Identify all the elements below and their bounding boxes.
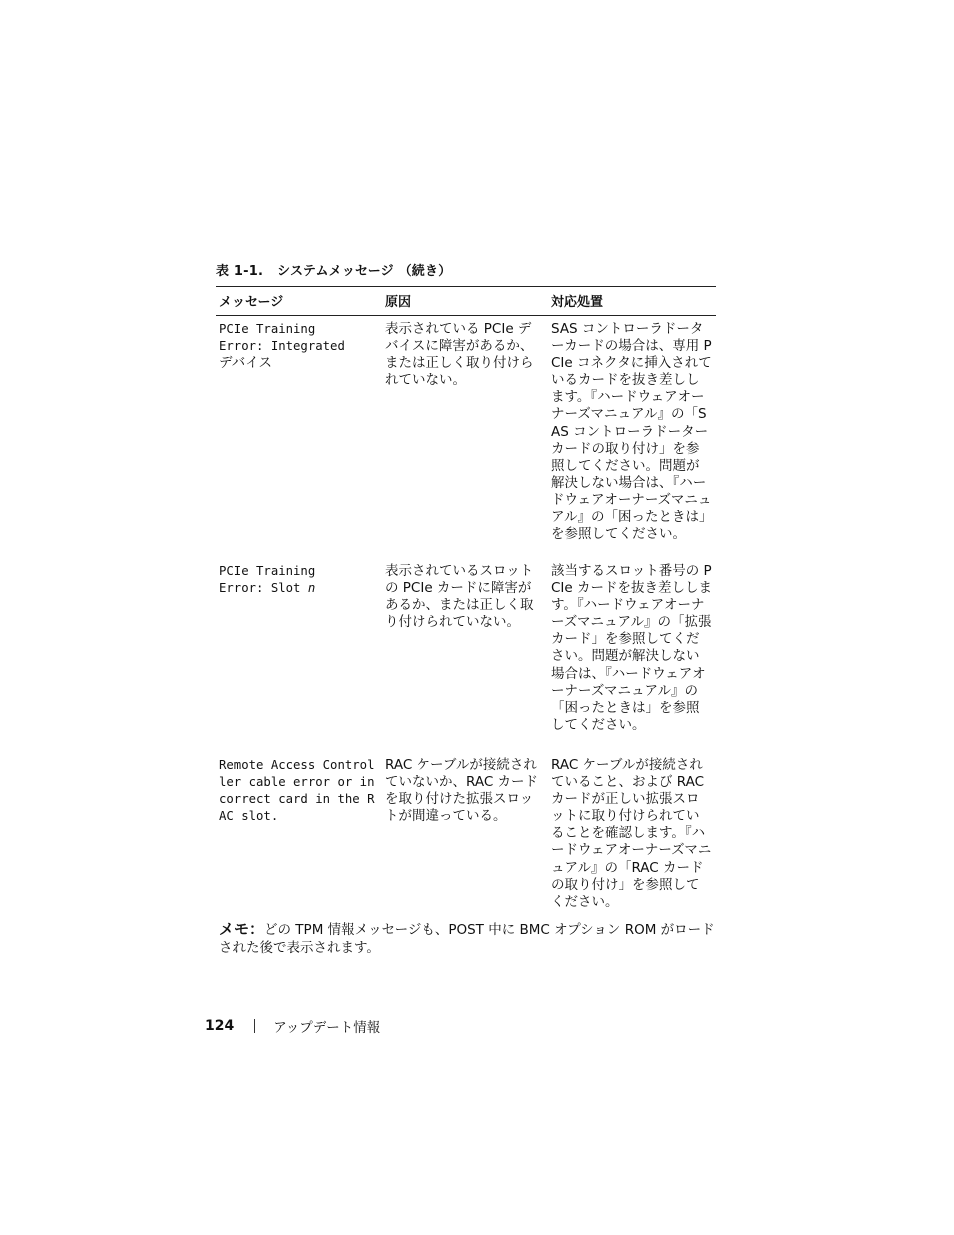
message-text: PCIe Training <box>219 322 316 336</box>
header-action: 対応処置 <box>548 287 716 316</box>
message-text-jp: デバイス <box>219 355 273 372</box>
page-footer <box>205 1016 380 1036</box>
cause-cell: 表示されている PCIe デバイスに障害があるか、または正しく取り付けられていない。 <box>385 321 534 389</box>
table-header-row <box>216 287 716 316</box>
system-messages-table-wrap <box>216 286 716 918</box>
table-caption <box>216 260 451 279</box>
action-cell: SAS コントローラドーターカードの場合は、専用 PCIe コネクタに挿入されているカードを抜き差しします。『ハードウェアオーナーズマニュアル』の「SAS コントローラドーターカードの取り付け」を参照してください。問題が解決しない場合は、『ハードウェアオーナーズマニュアル』の「困ったときは」を参照してください。 <box>551 321 712 543</box>
cause-cell: 表示されているスロットの PCIe カードに障害があるか、または正しく取り付けられていない。 <box>385 563 534 631</box>
header-cause: 原因 <box>382 287 548 316</box>
page-number: 124 <box>205 1018 235 1034</box>
message-text: Error: Slot <box>219 581 301 596</box>
message-cell <box>216 316 382 559</box>
footer-divider <box>254 1019 255 1033</box>
table-title: システムメッセージ （続き） <box>277 264 452 279</box>
message-text: PCIe Training <box>219 564 316 578</box>
note-text: どの TPM 情報メッセージも、POST 中に BMC オプション ROM がロードされた後で表示されます。 <box>219 922 715 956</box>
table-row <box>216 316 716 559</box>
message-text: Error: Integrated <box>219 339 345 354</box>
footer-section: アップデート情報 <box>273 1020 381 1036</box>
action-cell: RAC ケーブルが接続されていること、および RAC カードが正しい拡張スロットに取り付けられていることを確認します。『ハードウェアオーナーズマニュアル』の「RAC カードの取り付け」を参照してください。 <box>551 757 712 910</box>
note-label: メモ： <box>219 920 265 938</box>
message-cell <box>216 558 382 752</box>
system-messages-table <box>216 286 716 918</box>
table-number: 表 1-1. <box>216 264 264 279</box>
table-row <box>216 558 716 752</box>
header-message: メッセージ <box>216 287 382 316</box>
message-cell: Remote Access Controller cable error or incorrect card in the RAC slot. <box>219 758 375 824</box>
action-cell: 該当するスロット番号の PCIe カードを抜き差しします。『ハードウェアオーナーズマニュアル』の「拡張カード」を参照してください。問題が解決しない場合は、『ハードウェアオーナーズマニュアル』の「困ったときは」を参照してください。 <box>551 563 713 733</box>
note <box>219 920 719 957</box>
table-row <box>216 752 716 918</box>
cause-cell: RAC ケーブルが接続されていないか、RAC カードを取り付けた拡張スロットが間違っている。 <box>385 757 539 825</box>
message-variable: n <box>307 581 316 596</box>
